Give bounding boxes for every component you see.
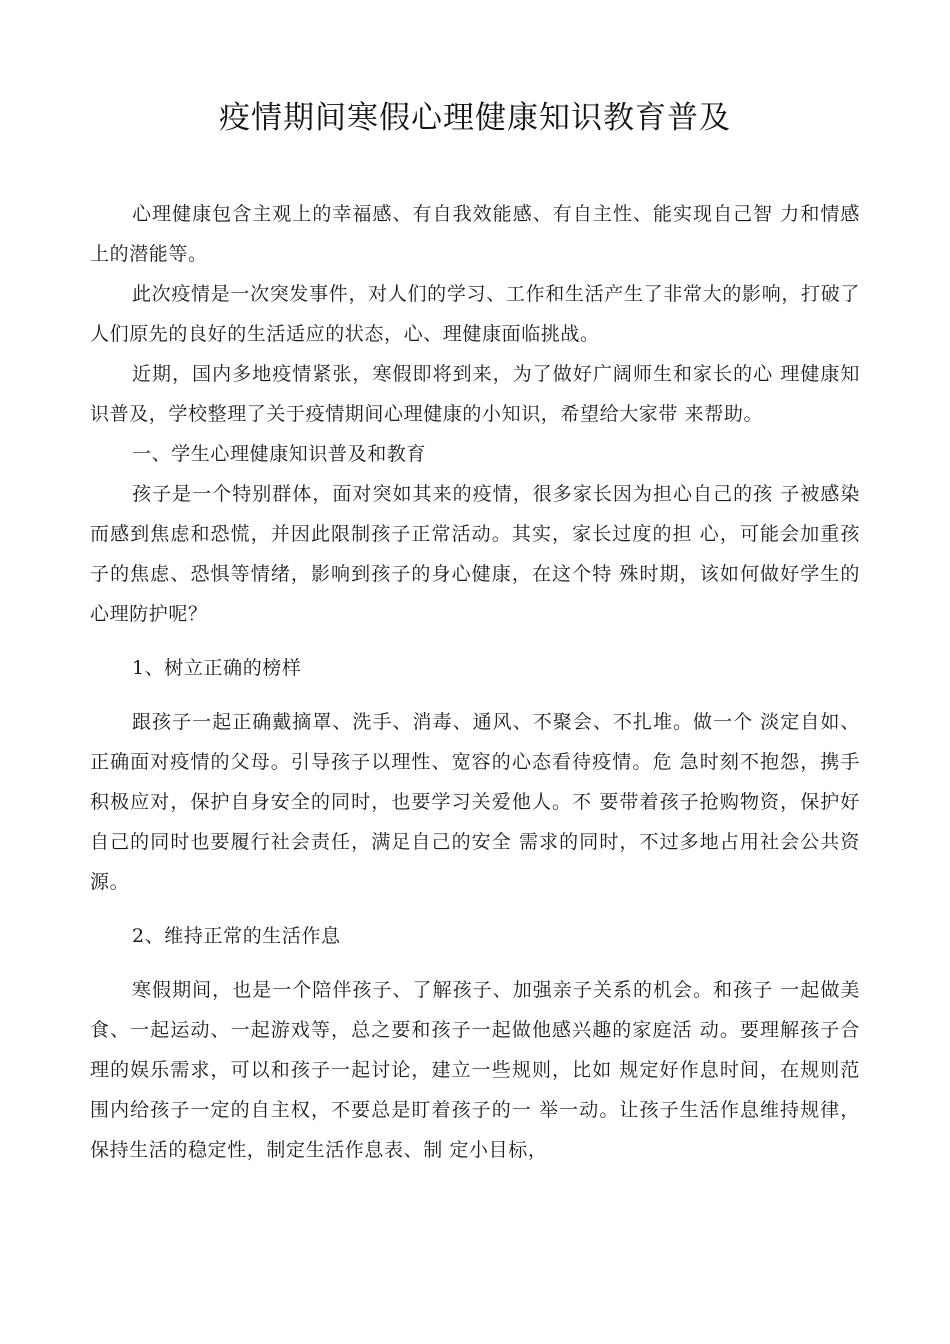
subheading-role-model: 1、树立正确的榜样 (132, 657, 302, 679)
document-body (90, 194, 860, 1170)
section-heading-1: 一、学生心理健康知识普及和教育 (132, 443, 427, 465)
page-title: 疫情期间寒假心理健康知识教育普及 (219, 100, 731, 136)
paragraph-epidemic-impact: 此次疫情是一次突发事件，对人们的学习、工作和生活产生了非常大的影响，打破了人们原先的良好的生活适应的状态，心、理健康面临挑战。 (90, 283, 860, 345)
paragraph-daily-routine: 寒假期间，也是一个陪伴孩子、了解孩子、加强亲子关系的机会。和孩子 一起做美食、一起运动、一起游戏等，总之要和孩子一起做他感兴趣的家庭活 动。要理解孩子合理的娱乐需求，可以和孩子一起讨论，建立一些规则，比如 规定好作息时间，在规则范围内给孩子一定的自主权，不要总是盯着孩子的一 举一动。让孩子生活作息维持规律，保持生活的稳定性，制定生活作息表、制 定小目标， (90, 979, 860, 1161)
paragraph-intro: 心理健康包含主观上的幸福感、有自我效能感、有自主性、能实现自己智 力和情感上的潜能等。 (90, 203, 860, 265)
subheading-daily-routine: 2、维持正常的生活作息 (132, 925, 341, 947)
paragraph-school-notice: 近期，国内多地疫情紧张，寒假即将到来，为了做好广阔师生和家长的心 理健康知识普及，学校整理了关于疫情期间心理健康的小知识，希望给大家带 来帮助。 (90, 363, 860, 425)
paragraph-role-model: 跟孩子一起正确戴摘罩、洗手、消毒、通风、不聚会、不扎堆。做一个 淡定自如、正确面对疫情的父母。引导孩子以理性、宽容的心态看待疫情。危 急时刻不抱怨，携手积极应对，保护自身安全的同时，也要学习关爱他人。不 要带着孩子抢购物资，保护好自己的同时也要履行社会责任，满足自己的安全 需求的同时，不过多地占用社会公共资源。 (90, 711, 860, 893)
paragraph-children-group: 孩子是一个特别群体，面对突如其来的疫情，很多家长因为担心自己的孩 子被感染而感到焦虑和恐慌，并因此限制孩子正常活动。其实，家长过度的担 心，可能会加重孩子的焦虑、恐惧等情绪，影响到孩子的身心健康，在这个特 殊时期，该如何做好学生的心理防护呢？ (90, 483, 860, 625)
